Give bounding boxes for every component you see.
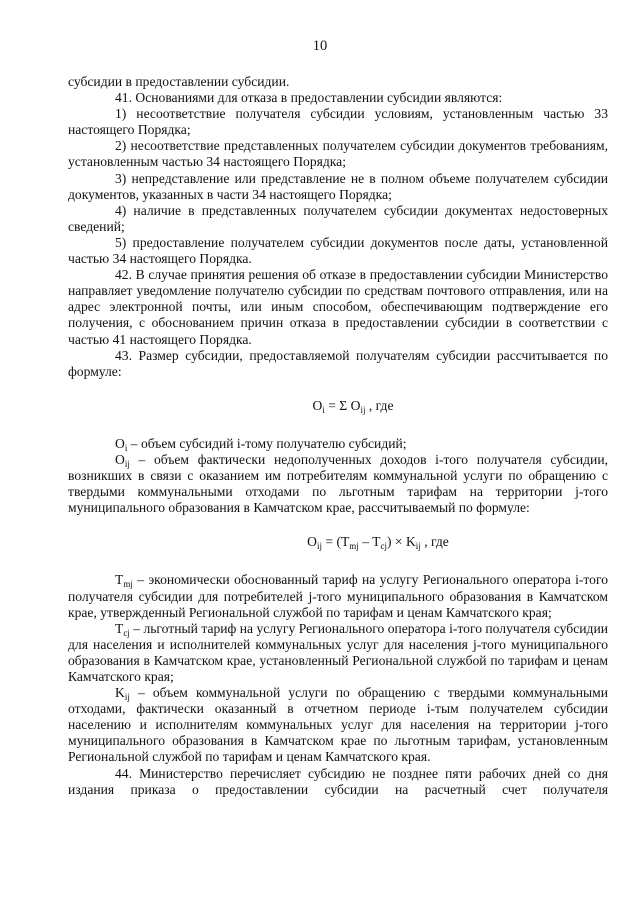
paragraph-43: 43. Размер субсидии, предоставляемой получателям субсидии рассчитывается по формуле: bbox=[68, 347, 608, 379]
definition-tcj: $T_{cj}$ – льготный тариф на услугу Регионального оператора i-того получателя субсидии для населения и исполнителей коммунальных услуг для населения j-того муниципального образования в Камчатском крае, установленный Региональной службой по тарифам и ценам Камчатского края; bbox=[68, 620, 608, 684]
list-item-4: 4) наличие в представленных получателем субсидии документах недостоверных сведений; bbox=[68, 202, 608, 234]
list-item-5: 5) предоставление получателем субсидии документов после даты, установленной частью 34 настоящего Порядка. bbox=[68, 234, 608, 267]
paragraph-41: 41. Основаниями для отказа в предоставлении субсидии являются: bbox=[115, 90, 503, 106]
paragraph-42: 42. В случае принятия решения об отказе в предоставлении субсидии Министерство направляет уведомление получателю субсидии по средствам почтового отправления, или на адрес электронной почты, или иным способом, обеспечивающим подтверждение его получения, с обоснованием причин отказа в предоставлении субсидии в соответствии с частью 41 настоящего Порядка. bbox=[68, 267, 608, 347]
definition-kij: $K_{ij}$ – объем коммунальной услуги по обращению с твердыми коммунальными отходами, фактически оказанный в отчетном периоде i-тым получателем субсидии населению и исполнителям коммунальных услуг для населения на территории j-того муниципального образования в Камчатском крае по льготным тарифам, установленным Региональной службой по тарифам и ценам Камчатского края. bbox=[68, 685, 608, 765]
paragraph-continuation: субсидии в предоставлении субсидии. bbox=[68, 74, 290, 89]
page-number: 10 bbox=[312, 38, 328, 54]
list-item-1: 1) несоответствие получателя субсидии условиям, установленным частью 33 настоящего Порядка; bbox=[68, 106, 608, 138]
list-item-3: 3) непредставление или представление не в полном объеме получателем субсидии документов, указанных в части 34 настоящего Порядка; bbox=[68, 170, 608, 202]
list-item-2: 2) несоответствие представленных получателем субсидии документов требованиям, установленным частью 34 настоящего Порядка; bbox=[68, 138, 608, 170]
definition-oij: $O_{ij}$ – объем фактически недополученных доходов i-того получателя субсидии, возникших в связи с оказанием им потребителям коммунальной услуги по обращению с твердыми коммунальными отходами по льготным тарифам на территории j-того муниципального образования в Камчатском крае, рассчитываемый по формуле: bbox=[68, 451, 608, 516]
formula-subsidy-total: $O_i = \Sigma$ $O_{ij}$ , где bbox=[312, 397, 394, 415]
definition-oi: $O_i$ – объем субсидий i-тому получателю субсидий; bbox=[115, 435, 407, 453]
definition-tmj: $T_{mj}$ – экономически обоснованный тариф на услугу Регионального оператора i-того получателя субсидии для потребителей j-того муниципального образования в Камчатском крае, утвержденный Региональной службой по тарифам и ценам Камчатского края; bbox=[68, 572, 608, 620]
document-body bbox=[68, 74, 608, 798]
paragraph-44: 44. Министерство перечисляет субсидию не позднее пяти рабочих дней со дня издания приказа о предоставлении субсидии на расчетный счет получателя bbox=[68, 765, 608, 797]
formula-subsidy-per-municipality: $O_{ij} = (T_{mj} - T_{cj}) \times K_{ij}$ , где bbox=[307, 534, 449, 552]
